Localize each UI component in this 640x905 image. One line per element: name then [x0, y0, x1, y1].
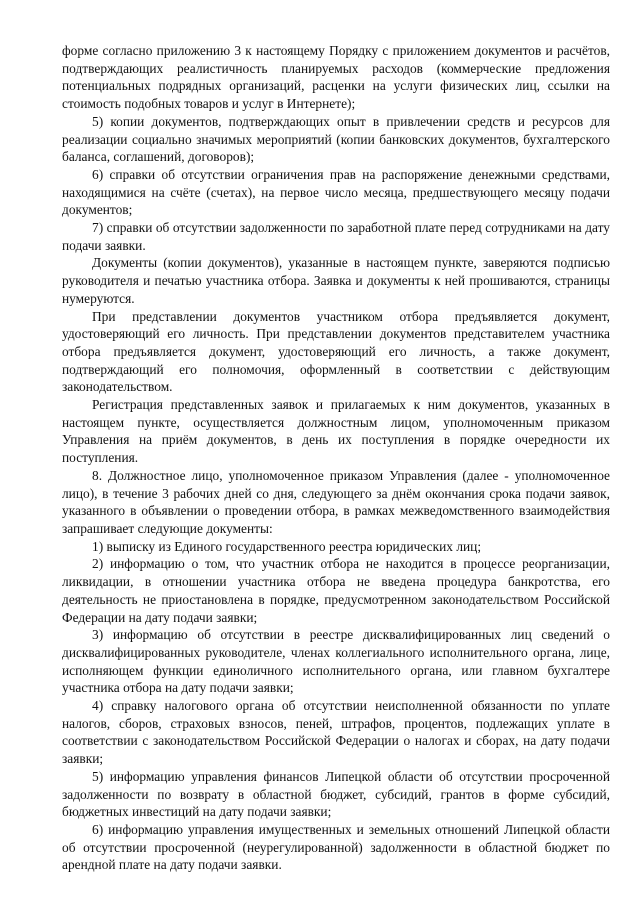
paragraph-item-5: 5) копии документов, подтверждающих опыт в привлечении средств и ресурсов для реализации социально значимых мероприятий (копии банковских документов, бухгалтерского баланса, соглашений, договоров);: [62, 113, 610, 165]
document-page: [62, 42, 610, 874]
paragraph-item-7: 7) справки об отсутствии задолженности по заработной плате перед сотрудниками на дату подачи заявки.: [62, 220, 610, 253]
paragraph-request-6: 6) информацию управления имущественных и земельных отношений Липецкой области об отсутствии просроченной (неурегулированной) задолженности в областной бюджет по арендной плате на дату подачи заявки.: [62, 821, 610, 873]
paragraph-request-5: 5) информацию управления финансов Липецкой области об отсутствии просроченной задолженности по возврату в областной бюджет, субсидий, грантов в форме субсидий, бюджетных инвестиций на дату подачи заявки;: [62, 768, 610, 820]
paragraph-item-6: 6) справки об отсутствии ограничения прав на распоряжение денежными средствами, находящимися на счёте (счетах), на первое число месяца, предшествующего месяцу подачи документов;: [62, 166, 610, 218]
paragraph-registration: Регистрация представленных заявок и прилагаемых к ним документов, указанных в настоящем пункте, осуществляется должностным лицом, уполномоченным приказом Управления на приём документов, в день их поступления в порядке очередности их поступления.: [62, 397, 610, 466]
paragraph-continuation: форме согласно приложению 3 к настоящему Порядку с приложением документов и расчётов, подтверждающих реалистичность планируемых расходов (коммерческие предложения потенциальных подрядных организаций, расценки на услуги физических лиц, ссылки на стоимость подобных товаров и услуг в Интернете);: [62, 43, 610, 112]
paragraph-documents-certification: Документы (копии документов), указанные в настоящем пункте, заверяются подписью руководителя и печатью участника отбора. Заявка и документы к ней прошиваются, страницы нумеруются.: [62, 255, 610, 306]
paragraph-section-8: 8. Должностное лицо, уполномоченное приказом Управления (далее - уполномоченное лицо), в течение 3 рабочих дней со дня, следующего за днём окончания срока подачи заявок, указанного в объявлении о проведении отбора, в рамках межведомственного взаимодействия запрашивает следующие документы:: [62, 467, 610, 536]
paragraph-request-1: 1) выписку из Единого государственного реестра юридических лиц;: [92, 538, 482, 554]
paragraph-request-2: 2) информацию о том, что участник отбора не находится в процессе реорганизации, ликвидации, в отношении участника отбора не введена процедура банкротства, его деятельность не приостановлена в порядке, предусмотренном законодательством Российской Федерации на дату подачи заявки;: [62, 556, 610, 625]
paragraph-identity-document: При представлении документов участником отбора предъявляется документ, удостоверяющий его личность. При представлении документов представителем участника отбора предъявляется документ, удостоверяющий его личность, а также документ, подтверждающий его полномочия, оформленный в соответствии с действующим законодательством.: [62, 308, 610, 395]
paragraph-request-3: 3) информацию об отсутствии в реестре дисквалифицированных лиц сведений о дисквалифицированных руководителе, членах коллегиального исполнительного органа, лице, исполняющем функции единоличного исполнительного органа, или главном бухгалтере участника отбора на дату подачи заявки;: [62, 627, 610, 696]
paragraph-request-4: 4) справку налогового органа об отсутствии неисполненной обязанности по уплате налогов, сборов, страховых взносов, пеней, штрафов, процентов, подлежащих уплате в соответствии с законодательством Российской Федерации о налогах и сборах, на дату подачи заявки;: [62, 698, 610, 767]
